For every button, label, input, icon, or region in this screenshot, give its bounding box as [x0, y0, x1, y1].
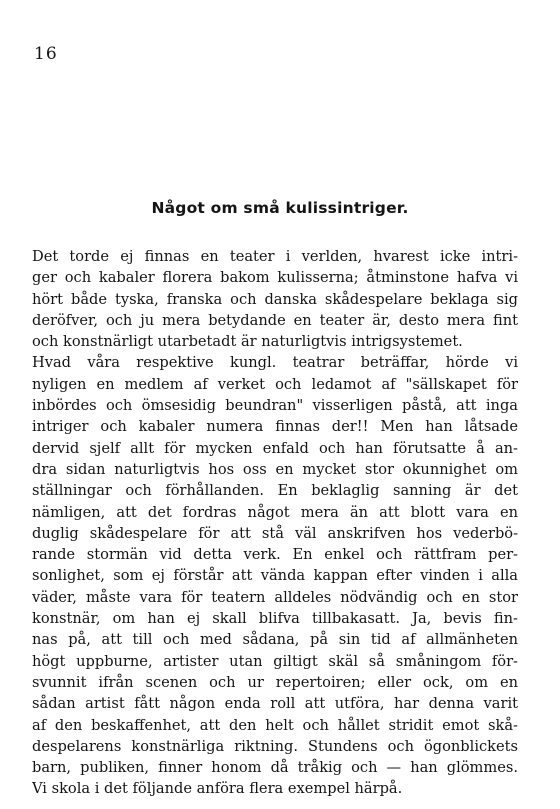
- text-line: duglig skådespelare för att stå väl anskrifven hos vederbö-: [32, 524, 518, 542]
- text-line: inbördes och ömsesidig beundran" visserligen påstå, att inga: [32, 397, 518, 415]
- text-line: dra sidan naturligtvis hos oss en mycket stor okunnighet om: [32, 460, 518, 478]
- text-line: intriger och kabaler numera finnas der!! Men han låtsade: [32, 418, 518, 436]
- text-line: sådan artist fått någon enda roll att utföra, har denna varit: [32, 695, 518, 713]
- text-line: högt uppburne, artister utan giltigt skäl så småningom för-: [32, 652, 518, 670]
- text-line: despelarens konstnärliga riktning. Stundens och ögonblickets: [32, 737, 518, 755]
- text-line: nas på, att till och med sådana, på sin tid af allmänheten: [32, 631, 518, 649]
- page-number: 16: [34, 44, 58, 64]
- text-line: Det torde ej finnas en teater i verlden, hvarest icke intri-: [32, 248, 518, 265]
- body-text: [32, 246, 518, 800]
- text-line: dervid sjelf allt för mycken enfald och han förutsatte å an-: [32, 439, 518, 457]
- text-line: ger och kabaler florera bakom kulisserna; åtminstone hafva vi: [32, 269, 518, 287]
- text-line: rande stormän vid detta verk. En enkel och rättfram per-: [32, 546, 518, 564]
- text-line: hört både tyska, franska och danska skådespelare beklaga sig: [32, 290, 518, 308]
- text-line: och konstnärligt utarbetadt är naturligtvis intrigsystemet.: [32, 333, 463, 351]
- text-line: nyligen en medlem af verket och ledamot af "sällskapet för: [32, 375, 518, 393]
- text-line: väder, måste vara för teatern alldeles nödvändig och en stor: [32, 588, 518, 606]
- text-line: Vi skola i det följande anföra flera exempel härpå.: [32, 780, 403, 798]
- text-line: nämligen, att det fordras något mera än att blott vara en: [32, 503, 518, 521]
- text-line: svunnit ifrån scenen och ur repertoiren; eller ock, om en: [32, 673, 518, 691]
- text-line: barn, publiken, finner honom då tråkig och — han glömmes.: [32, 759, 518, 777]
- text-line: Hvad våra respektive kungl. teatrar beträffar, hörde vi: [32, 354, 518, 372]
- text-line: deröfver, och ju mera betydande en teater är, desto mera fint: [32, 311, 518, 329]
- text-line: af den beskaffenhet, att den helt och hållet stridit emot skå-: [32, 716, 518, 734]
- chapter-heading: Något om små kulissintriger.: [151, 199, 409, 217]
- text-line: konstnär, om han ej skall blifva tillbakasatt. Ja, bevis fin-: [32, 610, 518, 628]
- text-line: sonlighet, som ej förstår att vända kappan efter vinden i alla: [32, 567, 518, 585]
- text-line: ställningar och förhållanden. En beklaglig sanning är det: [32, 482, 518, 500]
